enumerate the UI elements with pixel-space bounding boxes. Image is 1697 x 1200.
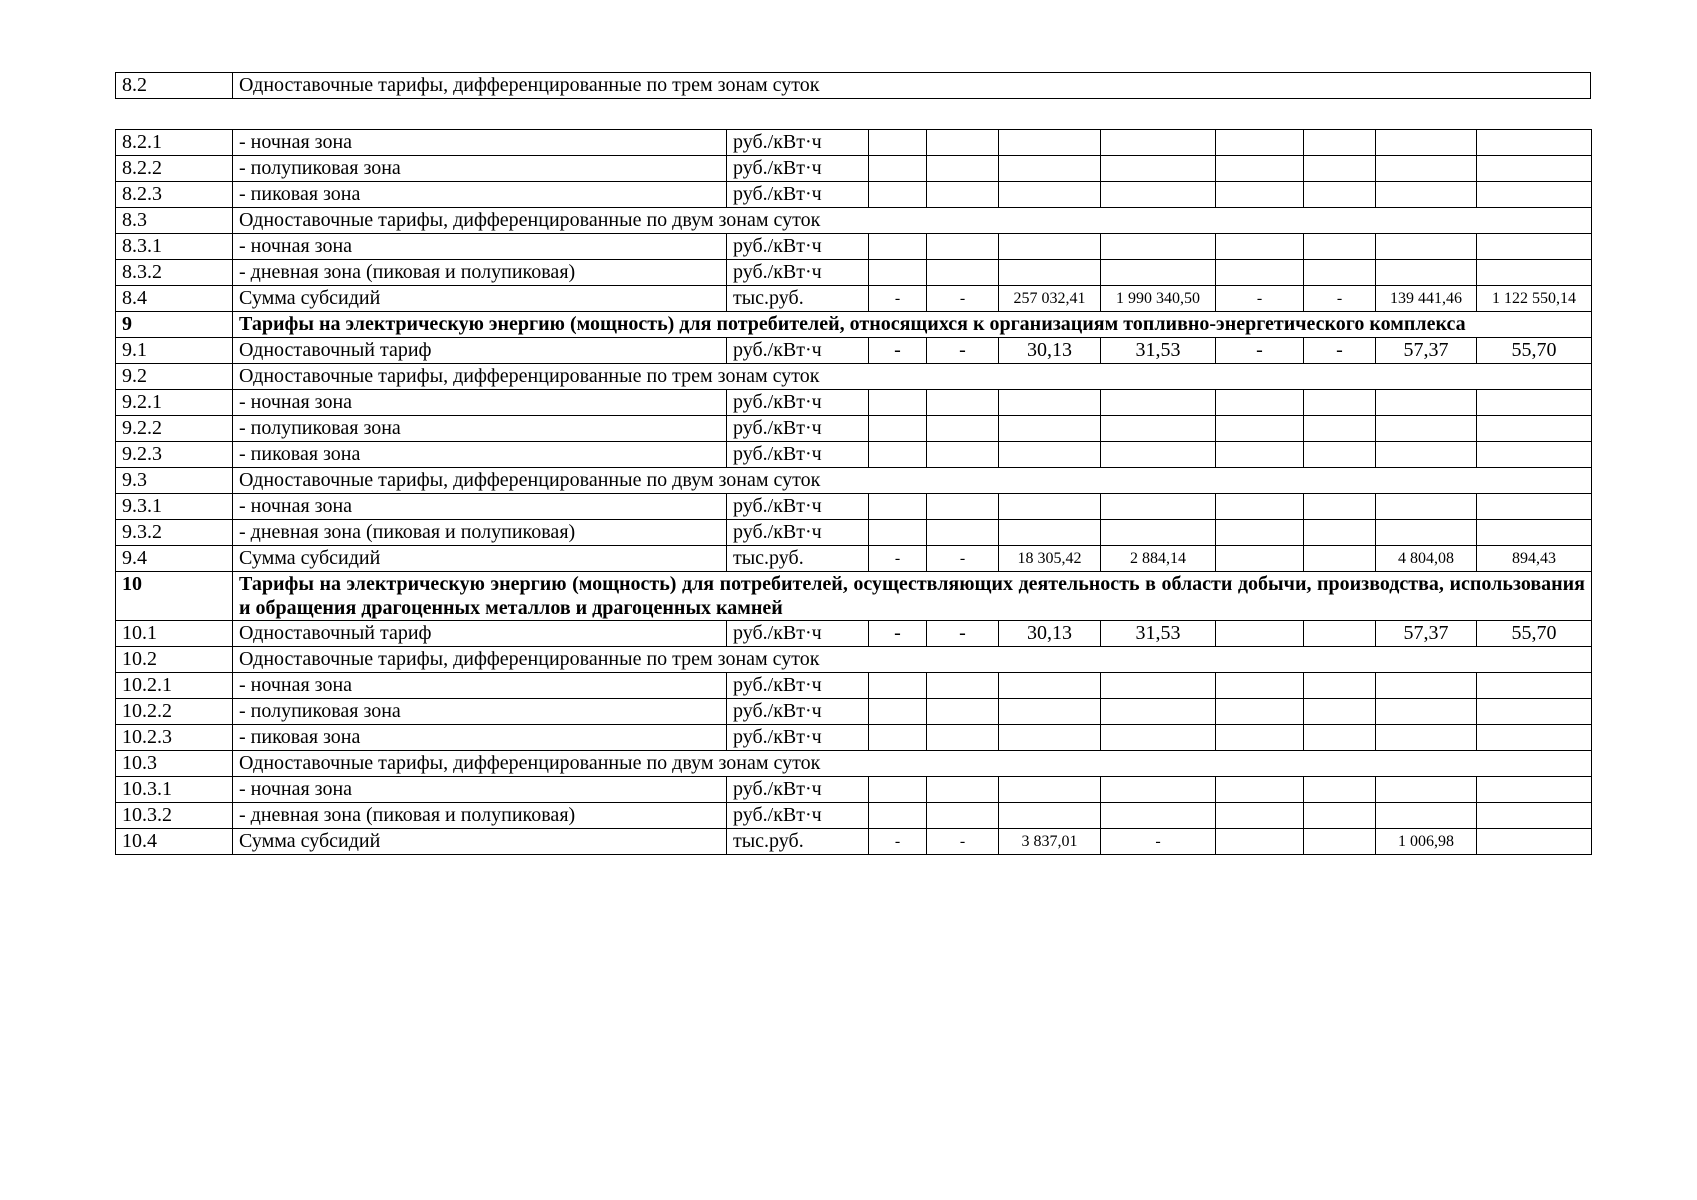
value-cell: 30,13 xyxy=(999,338,1101,364)
value-cell xyxy=(1216,442,1304,468)
value-cell: 30,13 xyxy=(999,621,1101,647)
value-cell: - xyxy=(1216,338,1304,364)
value-cell xyxy=(869,777,927,803)
value-cell xyxy=(1376,803,1477,829)
value-cell xyxy=(1304,725,1376,751)
value-cell: - xyxy=(927,286,999,312)
row-label: - полупиковая зона xyxy=(233,699,727,725)
row-label: - ночная зона xyxy=(233,777,727,803)
value-cell xyxy=(869,182,927,208)
value-cell xyxy=(1477,673,1592,699)
value-cell xyxy=(1477,803,1592,829)
subsection-row xyxy=(116,647,1592,673)
row-label: - ночная зона xyxy=(233,673,727,699)
value-cell xyxy=(999,442,1101,468)
row-label: - полупиковая зона xyxy=(233,156,727,182)
row-number: 10 xyxy=(116,572,233,621)
row-label: - полупиковая зона xyxy=(233,416,727,442)
value-cell: - xyxy=(869,286,927,312)
table-row xyxy=(116,829,1592,855)
value-cell xyxy=(1477,182,1592,208)
value-cell xyxy=(1477,494,1592,520)
row-label: - ночная зона xyxy=(233,234,727,260)
value-cell xyxy=(999,416,1101,442)
row-label: Сумма субсидий xyxy=(233,829,727,855)
row-label: - дневная зона (пиковая и полупиковая) xyxy=(233,260,727,286)
value-cell xyxy=(1304,546,1376,572)
value-cell: - xyxy=(927,621,999,647)
row-unit: руб./кВт·ч xyxy=(727,673,869,699)
table-row xyxy=(116,699,1592,725)
table-row xyxy=(116,286,1592,312)
value-cell xyxy=(927,673,999,699)
value-cell xyxy=(869,130,927,156)
value-cell xyxy=(927,699,999,725)
subsection-label: Одноставочные тарифы, дифференцированные по двум зонам суток xyxy=(233,468,1592,494)
value-cell xyxy=(927,803,999,829)
value-cell xyxy=(1101,130,1216,156)
row-number: 8.4 xyxy=(116,286,233,312)
value-cell xyxy=(1376,777,1477,803)
subsection-row xyxy=(116,751,1592,777)
table-row xyxy=(116,156,1592,182)
table-row xyxy=(116,338,1592,364)
value-cell xyxy=(999,390,1101,416)
value-cell xyxy=(1101,234,1216,260)
section-title: Тарифы на электрическую энергию (мощность) для потребителей, осуществляющих деятельность в области добычи, производства, использования и обращения драгоценных металлов и драгоценных камней xyxy=(233,572,1592,621)
value-cell xyxy=(1477,777,1592,803)
row-number: 8.3 xyxy=(116,208,233,234)
value-cell xyxy=(999,260,1101,286)
value-cell xyxy=(1101,260,1216,286)
value-cell: 1 122 550,14 xyxy=(1477,286,1592,312)
value-cell xyxy=(1101,182,1216,208)
table-body xyxy=(116,130,1592,855)
row-number: 10.3.2 xyxy=(116,803,233,829)
row-number: 9.2.2 xyxy=(116,416,233,442)
row-number: 10.3.1 xyxy=(116,777,233,803)
value-cell xyxy=(1216,182,1304,208)
value-cell xyxy=(1376,182,1477,208)
value-cell: - xyxy=(1216,286,1304,312)
value-cell xyxy=(927,130,999,156)
row-unit: руб./кВт·ч xyxy=(727,156,869,182)
value-cell xyxy=(869,416,927,442)
value-cell xyxy=(1304,494,1376,520)
table-row xyxy=(116,182,1592,208)
value-cell xyxy=(1101,803,1216,829)
row-number: 10.2.1 xyxy=(116,673,233,699)
row-unit: руб./кВт·ч xyxy=(727,416,869,442)
value-cell xyxy=(1216,725,1304,751)
value-cell xyxy=(1101,156,1216,182)
value-cell xyxy=(1477,442,1592,468)
value-cell xyxy=(1304,416,1376,442)
table-row xyxy=(116,725,1592,751)
row-label: - пиковая зона xyxy=(233,725,727,751)
value-cell xyxy=(999,494,1101,520)
value-cell xyxy=(869,673,927,699)
value-cell xyxy=(869,442,927,468)
section-header-table xyxy=(115,72,1591,99)
value-cell xyxy=(1376,699,1477,725)
row-unit: руб./кВт·ч xyxy=(727,234,869,260)
value-cell: - xyxy=(1304,338,1376,364)
table-row xyxy=(116,442,1592,468)
value-cell xyxy=(1477,130,1592,156)
value-cell xyxy=(999,673,1101,699)
value-cell xyxy=(1216,416,1304,442)
subsection-label: Одноставочные тарифы, дифференцированные по двум зонам суток xyxy=(233,751,1592,777)
value-cell: 3 837,01 xyxy=(999,829,1101,855)
value-cell xyxy=(869,260,927,286)
row-label: Одноставочный тариф xyxy=(233,621,727,647)
value-cell: - xyxy=(869,621,927,647)
value-cell xyxy=(1376,673,1477,699)
value-cell: 257 032,41 xyxy=(999,286,1101,312)
value-cell: - xyxy=(1101,829,1216,855)
value-cell xyxy=(1304,803,1376,829)
value-cell xyxy=(1216,829,1304,855)
value-cell xyxy=(927,182,999,208)
value-cell xyxy=(927,416,999,442)
value-cell: 18 305,42 xyxy=(999,546,1101,572)
value-cell: 139 441,46 xyxy=(1376,286,1477,312)
value-cell xyxy=(1216,803,1304,829)
value-cell xyxy=(1304,673,1376,699)
value-cell: 31,53 xyxy=(1101,338,1216,364)
value-cell xyxy=(1376,416,1477,442)
value-cell xyxy=(1376,520,1477,546)
row-unit: руб./кВт·ч xyxy=(727,520,869,546)
value-cell xyxy=(869,156,927,182)
value-cell: 2 884,14 xyxy=(1101,546,1216,572)
value-cell: 1 006,98 xyxy=(1376,829,1477,855)
row-label: - ночная зона xyxy=(233,494,727,520)
section-title-row xyxy=(116,312,1592,338)
row-number: 10.4 xyxy=(116,829,233,855)
row-unit: руб./кВт·ч xyxy=(727,442,869,468)
value-cell xyxy=(1304,829,1376,855)
row-number: 9.4 xyxy=(116,546,233,572)
row-label: - ночная зона xyxy=(233,130,727,156)
value-cell xyxy=(927,234,999,260)
value-cell xyxy=(1376,494,1477,520)
value-cell xyxy=(869,520,927,546)
row-number: 9.2.1 xyxy=(116,390,233,416)
row-number: 9.3 xyxy=(116,468,233,494)
value-cell xyxy=(999,520,1101,546)
value-cell xyxy=(999,156,1101,182)
value-cell xyxy=(1216,234,1304,260)
value-cell xyxy=(927,725,999,751)
row-number: 8.2 xyxy=(116,73,233,99)
value-cell: 55,70 xyxy=(1477,621,1592,647)
row-label: Одноставочные тарифы, дифференцированные по трем зонам суток xyxy=(233,73,1591,99)
value-cell xyxy=(1376,260,1477,286)
value-cell: - xyxy=(927,546,999,572)
section-title-row xyxy=(116,572,1592,621)
value-cell xyxy=(1101,725,1216,751)
value-cell xyxy=(1216,546,1304,572)
value-cell xyxy=(1304,234,1376,260)
value-cell xyxy=(1304,442,1376,468)
row-number: 10.2 xyxy=(116,647,233,673)
value-cell xyxy=(1477,260,1592,286)
value-cell xyxy=(1376,442,1477,468)
value-cell xyxy=(927,442,999,468)
value-cell xyxy=(1477,156,1592,182)
value-cell xyxy=(999,699,1101,725)
table-row xyxy=(116,520,1592,546)
row-label: - пиковая зона xyxy=(233,442,727,468)
value-cell xyxy=(1304,699,1376,725)
value-cell xyxy=(1216,673,1304,699)
value-cell: 894,43 xyxy=(1477,546,1592,572)
row-number: 8.2.3 xyxy=(116,182,233,208)
value-cell: - xyxy=(869,338,927,364)
table-row xyxy=(116,546,1592,572)
value-cell xyxy=(1477,416,1592,442)
subsection-label: Одноставочные тарифы, дифференцированные по трем зонам суток xyxy=(233,647,1592,673)
value-cell xyxy=(927,494,999,520)
value-cell xyxy=(927,260,999,286)
value-cell: - xyxy=(869,829,927,855)
value-cell xyxy=(869,699,927,725)
row-unit: тыс.руб. xyxy=(727,829,869,855)
value-cell xyxy=(1376,130,1477,156)
row-unit: руб./кВт·ч xyxy=(727,494,869,520)
value-cell xyxy=(1101,416,1216,442)
value-cell xyxy=(869,390,927,416)
value-cell: 57,37 xyxy=(1376,338,1477,364)
row-unit: руб./кВт·ч xyxy=(727,777,869,803)
value-cell xyxy=(1101,390,1216,416)
value-cell xyxy=(1304,156,1376,182)
value-cell xyxy=(1101,520,1216,546)
row-unit: тыс.руб. xyxy=(727,546,869,572)
row-unit: руб./кВт·ч xyxy=(727,390,869,416)
row-number: 9 xyxy=(116,312,233,338)
row-number: 8.2.1 xyxy=(116,130,233,156)
value-cell xyxy=(1216,699,1304,725)
value-cell xyxy=(1304,182,1376,208)
value-cell xyxy=(869,494,927,520)
row-unit: руб./кВт·ч xyxy=(727,725,869,751)
table-row xyxy=(116,494,1592,520)
value-cell xyxy=(999,130,1101,156)
section-header-row xyxy=(116,73,1591,99)
row-unit: руб./кВт·ч xyxy=(727,260,869,286)
value-cell xyxy=(1304,777,1376,803)
value-cell xyxy=(999,777,1101,803)
row-label: - ночная зона xyxy=(233,390,727,416)
value-cell: 57,37 xyxy=(1376,621,1477,647)
value-cell xyxy=(999,234,1101,260)
value-cell xyxy=(1304,260,1376,286)
table-row xyxy=(116,673,1592,699)
value-cell xyxy=(927,390,999,416)
value-cell xyxy=(1477,829,1592,855)
value-cell xyxy=(1376,725,1477,751)
row-number: 8.3.1 xyxy=(116,234,233,260)
value-cell xyxy=(999,725,1101,751)
value-cell xyxy=(927,777,999,803)
value-cell xyxy=(1101,699,1216,725)
value-cell xyxy=(1304,390,1376,416)
table-row xyxy=(116,390,1592,416)
value-cell xyxy=(927,520,999,546)
value-cell xyxy=(1477,234,1592,260)
value-cell xyxy=(1304,520,1376,546)
value-cell xyxy=(1216,777,1304,803)
value-cell: 55,70 xyxy=(1477,338,1592,364)
value-cell xyxy=(1216,260,1304,286)
subsection-row xyxy=(116,364,1592,390)
row-number: 10.1 xyxy=(116,621,233,647)
value-cell: - xyxy=(1304,286,1376,312)
value-cell: 31,53 xyxy=(1101,621,1216,647)
row-number: 9.2.3 xyxy=(116,442,233,468)
value-cell xyxy=(1101,673,1216,699)
value-cell xyxy=(1376,234,1477,260)
tariff-table xyxy=(115,129,1592,855)
row-unit: руб./кВт·ч xyxy=(727,338,869,364)
value-cell: - xyxy=(869,546,927,572)
value-cell: - xyxy=(927,338,999,364)
value-cell xyxy=(869,725,927,751)
section-title: Тарифы на электрическую энергию (мощность) для потребителей, относящихся к организациям топливно-энергетического комплекса xyxy=(233,312,1592,338)
row-number: 8.3.2 xyxy=(116,260,233,286)
row-label: Сумма субсидий xyxy=(233,546,727,572)
value-cell xyxy=(1477,520,1592,546)
value-cell xyxy=(1216,520,1304,546)
row-label: Одноставочный тариф xyxy=(233,338,727,364)
value-cell xyxy=(1216,156,1304,182)
row-label: - пиковая зона xyxy=(233,182,727,208)
row-number: 10.3 xyxy=(116,751,233,777)
row-number: 10.2.3 xyxy=(116,725,233,751)
table-row xyxy=(116,130,1592,156)
table-row xyxy=(116,803,1592,829)
value-cell xyxy=(1477,390,1592,416)
row-label: - дневная зона (пиковая и полупиковая) xyxy=(233,803,727,829)
subsection-label: Одноставочные тарифы, дифференцированные по двум зонам суток xyxy=(233,208,1592,234)
value-cell xyxy=(1101,442,1216,468)
value-cell xyxy=(999,182,1101,208)
value-cell xyxy=(927,156,999,182)
value-cell xyxy=(1216,130,1304,156)
row-number: 9.3.1 xyxy=(116,494,233,520)
row-unit: руб./кВт·ч xyxy=(727,621,869,647)
value-cell xyxy=(1216,621,1304,647)
row-label: Сумма субсидий xyxy=(233,286,727,312)
value-cell xyxy=(1477,725,1592,751)
value-cell: - xyxy=(927,829,999,855)
subsection-row xyxy=(116,468,1592,494)
table-row xyxy=(116,416,1592,442)
row-unit: руб./кВт·ч xyxy=(727,803,869,829)
row-number: 9.3.2 xyxy=(116,520,233,546)
value-cell xyxy=(1304,621,1376,647)
subsection-row xyxy=(116,208,1592,234)
table-row xyxy=(116,621,1592,647)
row-number: 9.1 xyxy=(116,338,233,364)
value-cell xyxy=(1304,130,1376,156)
value-cell xyxy=(1216,494,1304,520)
value-cell xyxy=(1477,699,1592,725)
row-number: 9.2 xyxy=(116,364,233,390)
row-unit: руб./кВт·ч xyxy=(727,699,869,725)
value-cell xyxy=(1216,390,1304,416)
value-cell xyxy=(1376,156,1477,182)
subsection-label: Одноставочные тарифы, дифференцированные по трем зонам суток xyxy=(233,364,1592,390)
row-number: 8.2.2 xyxy=(116,156,233,182)
row-label: - дневная зона (пиковая и полупиковая) xyxy=(233,520,727,546)
row-unit: руб./кВт·ч xyxy=(727,130,869,156)
table-row xyxy=(116,777,1592,803)
row-unit: руб./кВт·ч xyxy=(727,182,869,208)
value-cell xyxy=(999,803,1101,829)
row-number: 10.2.2 xyxy=(116,699,233,725)
value-cell xyxy=(869,234,927,260)
table-row xyxy=(116,234,1592,260)
value-cell xyxy=(869,803,927,829)
value-cell xyxy=(1376,390,1477,416)
table-row xyxy=(116,260,1592,286)
value-cell xyxy=(1101,494,1216,520)
row-unit: тыс.руб. xyxy=(727,286,869,312)
value-cell: 1 990 340,50 xyxy=(1101,286,1216,312)
value-cell xyxy=(1101,777,1216,803)
value-cell: 4 804,08 xyxy=(1376,546,1477,572)
